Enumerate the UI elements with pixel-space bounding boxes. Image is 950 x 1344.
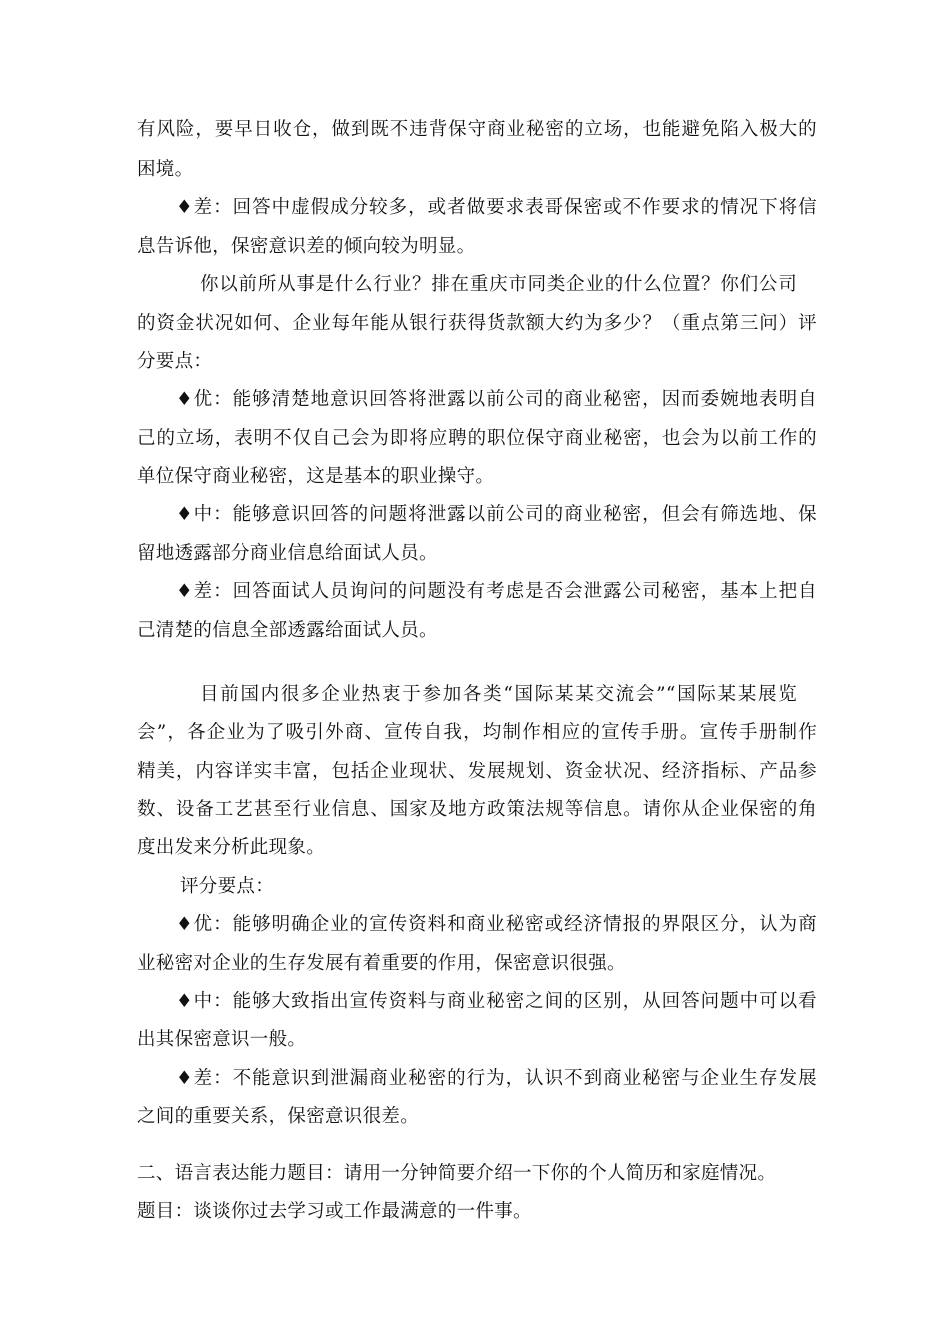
text-line: 己清楚的信息全部透露给面试人员。 bbox=[137, 620, 438, 641]
text-line: 数、设备工艺甚至行业信息、国家及地方政策法规等信息。请你从企业保密的角 bbox=[137, 799, 817, 820]
text-line: ♦中：能够大致指出宣传资料与商业秘密之间的区别，从回答问题中可以看 bbox=[176, 991, 817, 1012]
text-line: 之间的重要关系，保密意识很差。 bbox=[137, 1106, 420, 1127]
text-line: 目前国内很多企业热衷于参加各类“国际某某交流会”“国际某某展览 bbox=[200, 684, 797, 705]
text-line: 出其保密意识一般。 bbox=[137, 1029, 307, 1050]
text-line: 度出发来分析此现象。 bbox=[137, 837, 326, 858]
text-line: 二、语言表达能力题目：请用一分钟简要介绍一下你的个人简历和家庭情况。 bbox=[137, 1163, 777, 1184]
text-line: ♦优：能够明确企业的宣传资料和商业秘密或经济情报的界限区分，认为商 bbox=[176, 914, 817, 935]
text-line: 你以前所从事是什么行业？排在重庆市同类企业的什么位置？你们公司 bbox=[200, 274, 797, 295]
text-line: 单位保守商业秘密，这是基本的职业操守。 bbox=[137, 466, 495, 487]
text-line: 己的立场，表明不仅自己会为即将应聘的职位保守商业秘密，也会为以前工作的 bbox=[137, 428, 817, 449]
text-line: 评分要点： bbox=[180, 876, 275, 897]
text-line: ♦差：回答中虚假成分较多，或者做要求表哥保密或不作要求的情况下将信 bbox=[176, 197, 817, 218]
text-line: 题目：谈谈你过去学习或工作最满意的一件事。 bbox=[137, 1201, 532, 1222]
text-line: ♦差：不能意识到泄漏商业秘密的行为，认识不到商业秘密与企业生存发展 bbox=[176, 1068, 817, 1089]
text-line: 有风险，要早日收仓，做到既不违背保守商业秘密的立场，也能避免陷入极大的 bbox=[137, 119, 817, 140]
text-line: ♦差：回答面试人员询问的问题没有考虑是否会泄露公司秘密，基本上把自 bbox=[176, 581, 817, 602]
text-line: 业秘密对企业的生存发展有着重要的作用，保密意识很强。 bbox=[137, 953, 626, 974]
text-line: ♦中：能够意识回答的问题将泄露以前公司的商业秘密，但会有筛选地、保 bbox=[176, 504, 817, 525]
text-line: 息告诉他，保密意识差的倾向较为明显。 bbox=[137, 236, 476, 257]
text-line: 分要点： bbox=[137, 351, 213, 372]
text-line: 困境。 bbox=[137, 159, 194, 180]
text-line: ♦优：能够清楚地意识回答将泄露以前公司的商业秘密，因而委婉地表明自 bbox=[176, 389, 817, 410]
text-line: 会”，各企业为了吸引外商、宣传自我，均制作相应的宣传手册。宣传手册制作 bbox=[137, 722, 817, 743]
text-line: 留地透露部分商业信息给面试人员。 bbox=[137, 543, 438, 564]
text-line: 精美，内容详实丰富，包括企业现状、发展规划、资金状况、经济指标、产品参 bbox=[137, 761, 817, 782]
text-line: 的资金状况如何、企业每年能从银行获得货款额大约为多少？（重点第三问）评 bbox=[137, 313, 817, 334]
